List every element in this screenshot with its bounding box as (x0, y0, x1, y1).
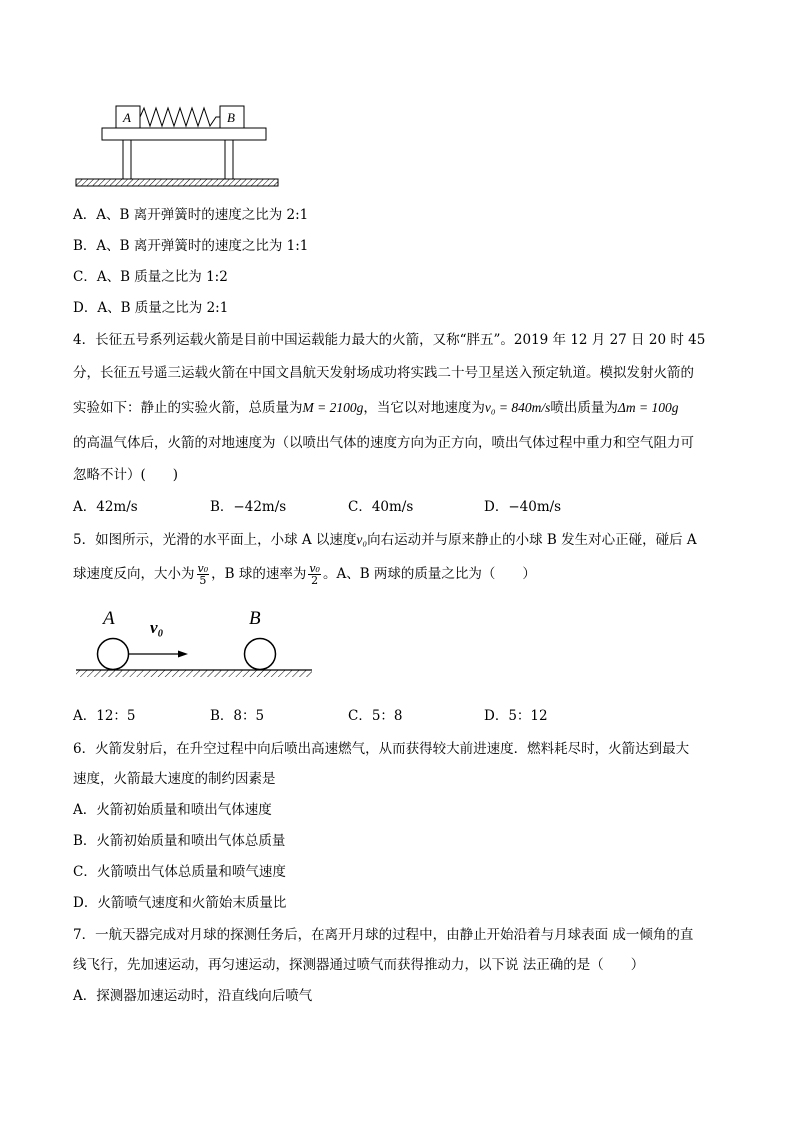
q4-line3-a: 实验如下：静止的实验火箭，总质量为 (73, 400, 303, 416)
q3-option-b: B．A、B 离开弹簧时的速度之比为 1:1 (73, 238, 309, 254)
spring (140, 108, 220, 126)
q5-line1-a: 5．如图所示，光滑的水平面上，小球 A 以速度 (73, 532, 357, 548)
ball-b-label: B (249, 608, 261, 629)
q5-line2-a: 球速度反向，大小为 (73, 566, 195, 582)
q5-frac2-num: v₀ (309, 562, 320, 575)
velocity-label: v₀ (150, 618, 164, 637)
q4-option-d: D．−40m/s (484, 499, 562, 515)
q3-option-c: C．A、B 质量之比为 1:2 (73, 269, 228, 285)
q4-option-b: B．−42m/s (210, 499, 287, 515)
q6-option-a: A．火箭初始质量和喷出气体速度 (73, 802, 272, 818)
spring-table-figure (70, 95, 290, 195)
q4-line1: 4．长征五号系列运载火箭是目前中国运载能力最大的火箭，又称“胖五”。2019 年 12 月 27 日 20 时 45 (73, 332, 706, 348)
q3-option-d: D．A、B 质量之比为 2:1 (73, 300, 229, 316)
q5-v0: v₀ (356, 532, 368, 547)
q5-option-c: C．5：8 (348, 708, 403, 724)
q4-option-c: C．40m/s (348, 499, 414, 515)
q6-line1: 6．火箭发射后，在升空过程中向后喷出高速燃气，从而获得较大前进速度．燃料耗尽时，火箭达到最大 (73, 741, 690, 757)
q7-option-a: A．探测器加速运动时，沿直线向后喷气 (73, 988, 313, 1004)
q5-option-d: D．5：12 (484, 708, 548, 724)
q5-option-a: A．12：5 (73, 708, 136, 724)
q4-line4: 的高温气体后，火箭的对地速度为（以喷出气体的速度方向为正方向，喷出气体过程中重力和空气阻力可 (73, 435, 694, 451)
block-a-label: A (123, 110, 131, 125)
ball-a (98, 639, 129, 670)
ground (76, 179, 278, 186)
q4-velocity-value: v₀ = 840m/s (484, 400, 551, 415)
q6-option-b: B．火箭初始质量和喷出气体总质量 (73, 833, 286, 849)
q4-dm-value: Δm = 100g (617, 400, 679, 415)
q5-line2 (73, 561, 536, 587)
velocity-arrowhead (178, 651, 188, 658)
ball-b (245, 639, 276, 670)
q5-fraction-a-speed (197, 563, 210, 586)
q5-frac1-den: 5 (199, 574, 207, 587)
q5-line2-b: ，B 球的速率为 (211, 566, 307, 582)
q5-frac2-den: 2 (311, 574, 319, 587)
collision-figure (70, 602, 320, 687)
table-leg-right (225, 140, 233, 179)
q6-line2: 速度，火箭最大速度的制约因素是 (73, 771, 276, 787)
q3-option-a: A．A、B 离开弹簧时的速度之比为 2:1 (73, 207, 309, 223)
table-top (102, 128, 266, 140)
q6-option-c: C．火箭喷出气体总质量和喷气速度 (73, 864, 286, 880)
table-leg-left (123, 140, 131, 179)
q4-line5: 忽略不计）( ) (73, 467, 179, 483)
block-b-label: B (227, 110, 235, 125)
q4-line2: 分，长征五号遥三运载火箭在中国文昌航天发射场成功将实践二十号卫星送入预定轨道。模拟发射火箭的 (73, 365, 694, 381)
q4-line3 (73, 399, 678, 417)
q5-line1-b: 向右运动并与原来静止的小球 B 发生对心正碰，碰后 A (367, 532, 697, 548)
q5-line2-c: 。A、B 两球的质量之比为（ ） (322, 566, 536, 582)
floor-hatch (76, 670, 312, 677)
q4-line3-c: 喷出质量为 (550, 400, 618, 416)
q4-line3-b: ，当它以对地速度为 (363, 400, 485, 416)
q4-option-a: A．42m/s (73, 499, 138, 515)
q6-option-d: D．火箭喷气速度和火箭始末质量比 (73, 895, 287, 911)
q5-option-b: B．8：5 (210, 708, 265, 724)
q5-fraction-b-speed (308, 563, 321, 586)
ball-a-label: A (103, 608, 115, 629)
q4-mass-value: M = 2100g (302, 400, 364, 415)
q5-line1 (73, 531, 697, 549)
q5-frac1-num: v₀ (197, 562, 209, 575)
q7-line2: 线飞行，先加速运动，再匀速运动，探测器通过喷气而获得推动力，以下说 法正确的是（ ） (73, 957, 645, 973)
q7-line1: 7．一航天器完成对月球的探测任务后，在离开月球的过程中，由静止开始沿着与月球表面 成一倾角的直 (73, 927, 694, 943)
